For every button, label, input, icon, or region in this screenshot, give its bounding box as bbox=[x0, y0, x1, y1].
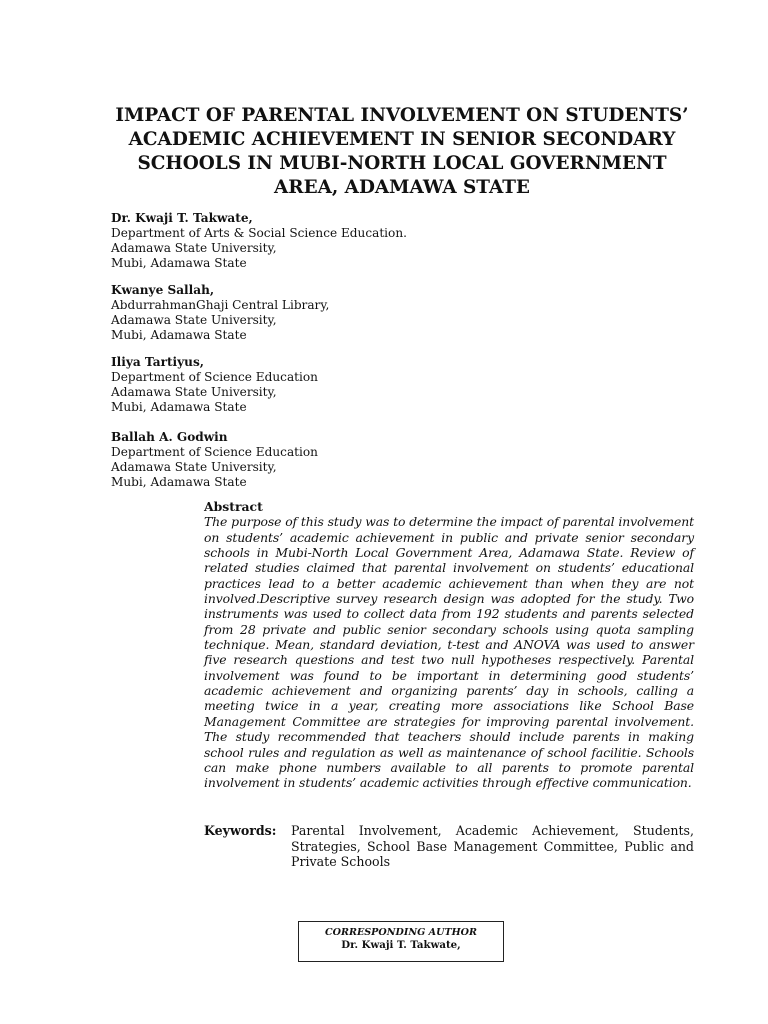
author-block bbox=[111, 283, 511, 343]
author-affiliation-line: AbdurrahmanGhaji Central Library, bbox=[111, 298, 330, 312]
author-affiliation-line: Adamawa State University, bbox=[111, 313, 277, 327]
keywords-label: Keywords: bbox=[204, 823, 277, 838]
author-name: Kwanye Sallah, bbox=[111, 283, 215, 297]
paper-title bbox=[100, 104, 704, 200]
corresponding-author-box bbox=[298, 921, 504, 962]
author-block bbox=[111, 355, 511, 415]
author-affiliation-line: Mubi, Adamawa State bbox=[111, 328, 247, 342]
abstract-section bbox=[204, 499, 694, 791]
author-name: Ballah A. Godwin bbox=[111, 430, 228, 444]
author-name: Dr. Kwaji T. Takwate, bbox=[111, 211, 253, 225]
corresponding-author-label: CORRESPONDING AUTHOR bbox=[325, 927, 477, 938]
author-affiliation-line: Department of Science Education bbox=[111, 370, 318, 384]
keywords-section bbox=[204, 823, 694, 870]
abstract-text: The purpose of this study was to determine the impact of parental involvement on students’ academic achievement in public and private senior secondary schools in Mubi-North Local Government Area, Adamawa State. Review of related studies claimed that parental involvement on students’ educational practices lead to a better academic achievement than when they are not involved.Descriptive survey research design was adopted for the study. Two instruments was used to collect data from 192 students and parents selected from 28 private and public senior secondary schools using quota sampling technique. Mean, standard deviation, t-test and ANOVA was used to answer five research questions and test two null hypotheses respectively. Parental involvement was found to be important in determining good students’ academic achievement and organizing parents’ day in schools, calling a meeting twice in a year, creating more associations like School Base Management Committee are strategies for improving parental involvement. The study recommended that teachers should include parents in making school rules and regulation as well as maintenance of school facilitie. Schools can make phone numbers available to all parents to promote parental involvement in students’ academic activities through effective communication. bbox=[204, 514, 694, 791]
title-line: ACADEMIC ACHIEVEMENT IN SENIOR SECONDARY bbox=[128, 129, 676, 150]
abstract-heading: Abstract bbox=[204, 499, 263, 514]
author-list bbox=[111, 211, 511, 502]
author-name: Iliya Tartiyus, bbox=[111, 355, 204, 369]
author-affiliation-line: Mubi, Adamawa State bbox=[111, 475, 247, 489]
author-affiliation-line: Adamawa State University, bbox=[111, 460, 277, 474]
corresponding-author-name: Dr. Kwaji T. Takwate, bbox=[341, 939, 461, 951]
author-affiliation-line: Adamawa State University, bbox=[111, 241, 277, 255]
title-line: IMPACT OF PARENTAL INVOLVEMENT ON STUDENTS’ bbox=[115, 105, 689, 126]
author-affiliation-line: Department of Science Education bbox=[111, 445, 318, 459]
author-block bbox=[111, 430, 511, 490]
author-affiliation-line: Adamawa State University, bbox=[111, 385, 277, 399]
title-line: SCHOOLS IN MUBI-NORTH LOCAL GOVERNMENT bbox=[137, 153, 667, 174]
title-line: AREA, ADAMAWA STATE bbox=[274, 177, 530, 198]
author-affiliation-line: Mubi, Adamawa State bbox=[111, 400, 247, 414]
author-affiliation-line: Mubi, Adamawa State bbox=[111, 256, 247, 270]
keywords-text: Parental Involvement, Academic Achievement, Students, Strategies, School Base Management Committee, Public and Private Schools bbox=[291, 823, 694, 869]
author-affiliation-line: Department of Arts & Social Science Education. bbox=[111, 226, 407, 240]
author-block bbox=[111, 211, 511, 271]
